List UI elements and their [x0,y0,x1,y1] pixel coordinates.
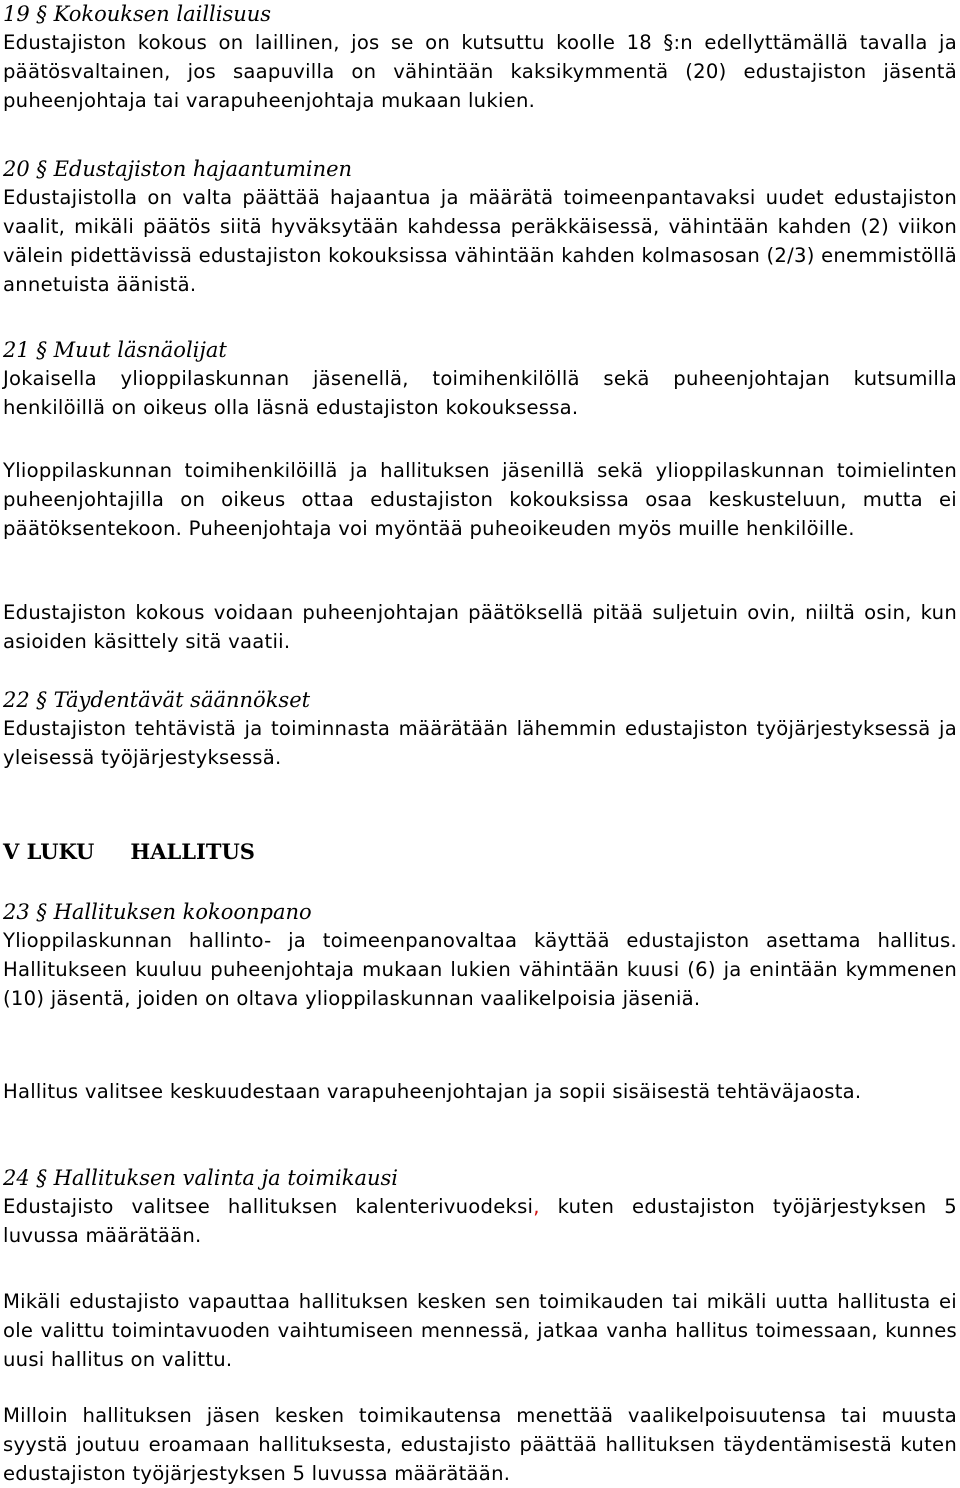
highlighted-comma: , [533,1195,540,1218]
section-19 [3,0,957,115]
section-20 [3,155,957,299]
chapter-heading [3,838,957,866]
chapter-number: V LUKU [3,839,95,864]
section-23-paragraph-2 [3,1077,957,1106]
chapter-title: HALLITUS [130,839,255,864]
section-22 [3,686,957,772]
section-24-paragraph-3 [3,1401,957,1488]
section-21-paragraph-2 [3,456,957,543]
paragraph: Edustajiston kokous on laillinen, jos se on kutsuttu koolle 18 §:n edellyttämällä tavalla ja päätösvaltainen, jos saapuvilla on vähintään kaksikymmentä (20) edustajiston jäsentä puheenjohtaja tai varapuheenjohtaja mukaan lukien. [3,31,957,112]
section-24 [3,1164,957,1250]
section-21 [3,336,957,422]
section-heading: 21 § Muut läsnäolijat [3,338,227,362]
section-heading: 19 § Kokouksen laillisuus [3,2,272,26]
paragraph-text: Edustajisto valitsee hallituksen kalenterivuodeksi [3,1195,534,1218]
paragraph: Ylioppilaskunnan toimihenkilöillä ja hallituksen jäsenillä sekä ylioppilaskunnan toimielinten puheenjohtajilla on oikeus ottaa edustajiston kokouksissa osaa keskusteluun, mutta ei päätöksentekoon. Puheenjohtaja voi myöntää puheoikeuden myös muille henkilöille. [3,459,957,540]
paragraph: Mikäli edustajisto vapauttaa hallituksen kesken sen toimikauden tai mikäli uutta hallitusta ei ole valittu toimintavuoden vaihtumiseen mennessä, jatkaa vanha hallitus toimessaan, kunnes uusi hallitus on valittu. [3,1290,957,1371]
section-heading: 24 § Hallituksen valinta ja toimikausi [3,1166,399,1190]
paragraph: Edustajiston tehtävistä ja toiminnasta määrätään lähemmin edustajiston työjärjestyksessä ja yleisessä työjärjestyksessä. [3,717,957,769]
paragraph: Hallitus valitsee keskuudestaan varapuheenjohtajan ja sopii sisäisestä tehtäväjaosta. [3,1080,862,1103]
paragraph: Milloin hallituksen jäsen kesken toimikautensa menettää vaalikelpoisuutensa tai muusta syystä joutuu eroamaan hallituksesta, edustajisto päättää hallituksen täydentämisestä kuten edustajiston työjärjestyksen 5 luvussa määrätään. [3,1404,957,1485]
paragraph: Edustajiston kokous voidaan puheenjohtajan päätöksellä pitää suljetuin ovin, niiltä osin, kun asioiden käsittely sitä vaatii. [3,601,957,653]
paragraph: Edustajistolla on valta päättää hajaantua ja määrätä toimeenpantavaksi uudet edustajiston vaalit, mikäli päätös siitä hyväksytään kahdessa peräkkäisessä, vähintään kahden (2) viikon välein pidettävissä edustajiston kokouksissa vähintään kahden kolmasosan (2/3) enemmistöllä annetuista äänistä. [3,186,957,296]
paragraph: Ylioppilaskunnan hallinto- ja toimeenpanovaltaa käyttää edustajiston asettama hallitus. Hallitukseen kuuluu puheenjohtaja mukaan lukien vähintään kuusi (6) ja enintään kymmenen (10) jäsentä, joiden on oltava ylioppilaskunnan vaalikelpoisia jäseniä. [3,929,957,1010]
section-23 [3,898,957,1013]
section-heading: 20 § Edustajiston hajaantuminen [3,157,353,181]
paragraph-text: kuten edustajiston työjärjestyksen 5 luvussa määrätään. [3,1195,957,1247]
section-21-paragraph-3 [3,598,957,656]
paragraph: Jokaisella ylioppilaskunnan jäsenellä, toimihenkilöllä sekä puheenjohtajan kutsumilla henkilöillä on oikeus olla läsnä edustajiston kokouksessa. [3,367,957,419]
section-heading: 22 § Täydentävät säännökset [3,688,311,712]
paragraph [3,1192,957,1250]
section-heading: 23 § Hallituksen kokoonpano [3,900,312,924]
section-24-paragraph-2 [3,1287,957,1374]
